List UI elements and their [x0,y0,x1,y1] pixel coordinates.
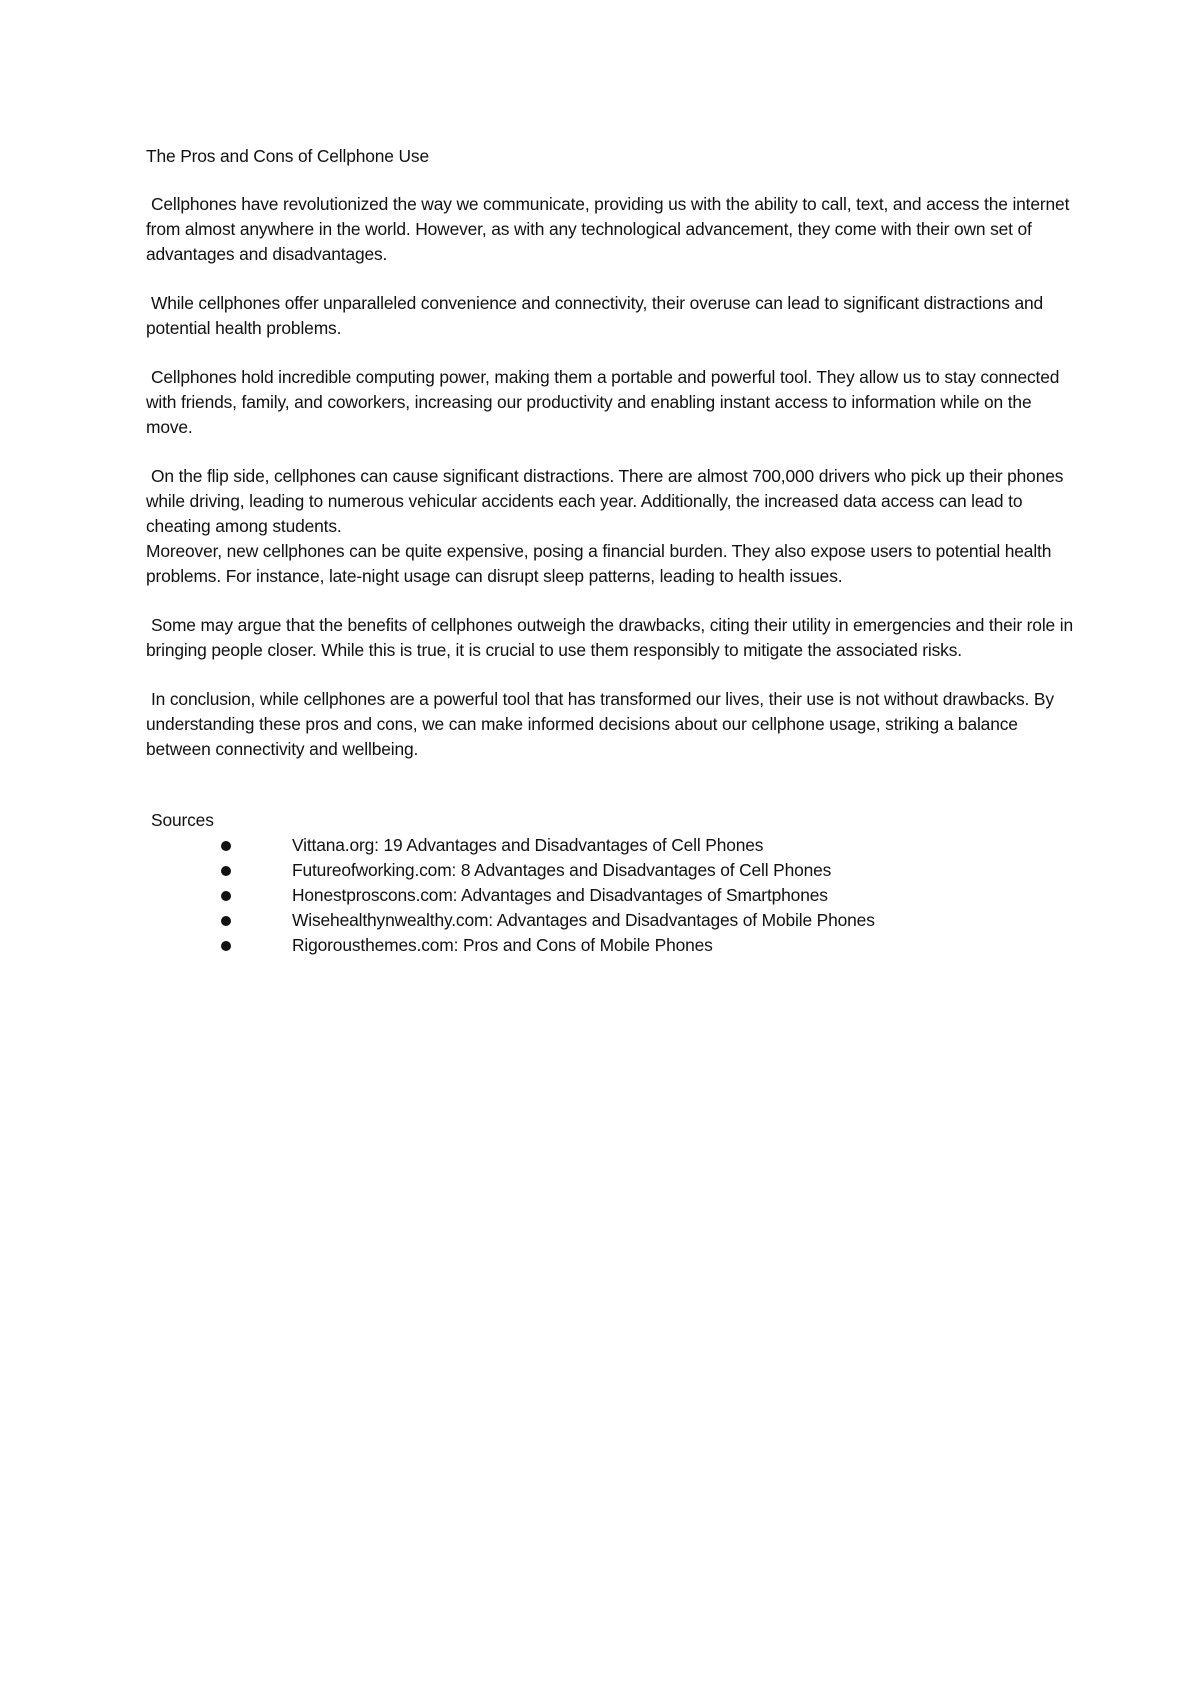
bullet-icon [221,841,231,851]
paragraph-conclusion: In conclusion, while cellphones are a powerful tool that has transformed our lives, their use is not without drawbacks. By understanding these pros and cons, we can make informed decisions about our cellphone usage, striking a balance between connectivity and wellbeing. [146,689,1054,759]
bullet-icon [221,916,231,926]
paragraph-thesis: While cellphones offer unparalleled convenience and connectivity, their overuse can lead to significant distractions and potential health problems. [146,293,1044,338]
source-item [146,858,1076,883]
paragraph-cons-distractions: On the flip side, cellphones can cause significant distractions. There are almost 700,000 drivers who pick up their phones while driving, leading to numerous vehicular accidents each year. Additionally, the increased data access can lead to cheating among students. [146,466,1064,536]
source-text: Honestproscons.com: Advantages and Disadvantages of Smartphones [292,885,828,905]
paragraph-counterargument: Some may argue that the benefits of cellphones outweigh the drawbacks, citing their utility in emergencies and their role in bringing people closer. While this is true, it is crucial to use them responsibly to mitigate the associated risks. [146,615,1073,660]
source-item [146,833,1076,858]
paragraph-pros: Cellphones hold incredible computing power, making them a portable and powerful tool. They allow us to stay connected with friends, family, and coworkers, increasing our productivity and enabling instant access to information while on the move. [146,367,1060,437]
sources-heading: Sources [151,810,214,830]
paragraph-intro: Cellphones have revolutionized the way we communicate, providing us with the ability to call, text, and access the internet from almost anywhere in the world. However, as with any technological advancement, they come with their own set of advantages and disadvantages. [146,194,1070,264]
source-text: Wisehealthynwealthy.com: Advantages and Disadvantages of Mobile Phones [292,910,875,930]
source-text: Futureofworking.com: 8 Advantages and Disadvantages of Cell Phones [292,860,832,880]
bullet-icon [221,941,231,951]
bullet-icon [221,891,231,901]
bullet-icon [221,866,231,876]
document-body [146,144,1076,958]
source-item [146,908,1076,933]
document-title: The Pros and Cons of Cellphone Use [146,146,429,166]
source-item [146,883,1076,908]
source-text: Vittana.org: 19 Advantages and Disadvantages of Cell Phones [292,835,764,855]
source-text: Rigorousthemes.com: Pros and Cons of Mobile Phones [292,935,713,955]
sources-list [146,833,1076,958]
source-item [146,933,1076,958]
paragraph-cons-cost-health: Moreover, new cellphones can be quite expensive, posing a financial burden. They also expose users to potential health problems. For instance, late-night usage can disrupt sleep patterns, leading to health issues. [146,541,1052,586]
